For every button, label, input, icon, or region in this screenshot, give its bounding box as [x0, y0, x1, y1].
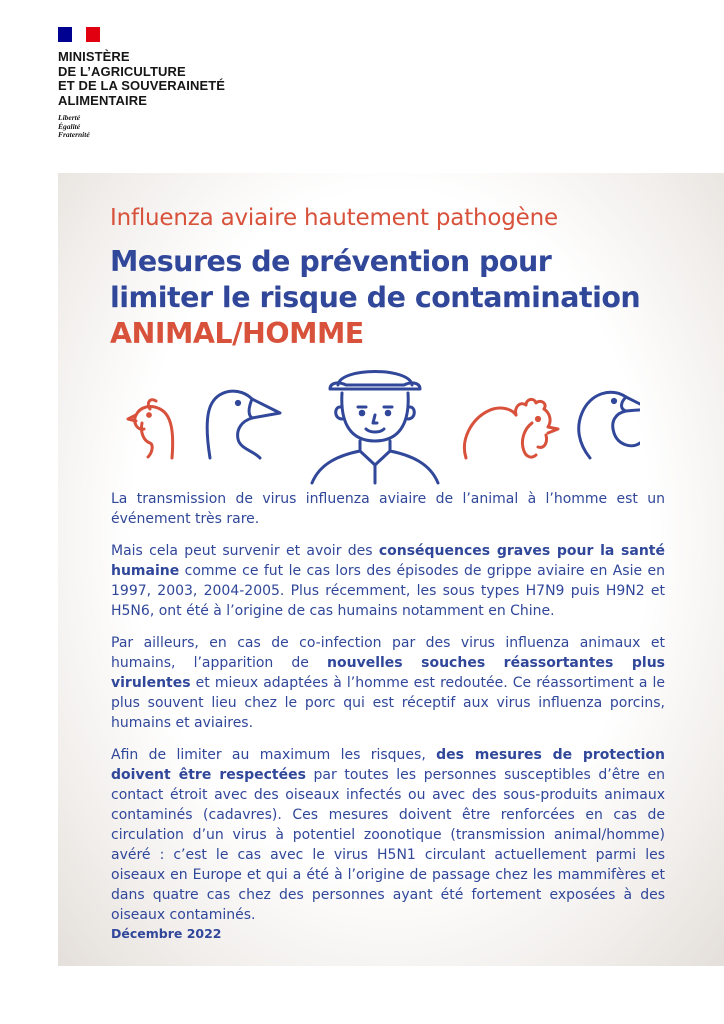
turkey-icon [128, 400, 173, 458]
paragraph-intro: La transmission de virus influenza aviaire de l’animal à l’homme est un événement très rare. [111, 491, 665, 527]
motto-line: Fraternité [58, 130, 90, 139]
text-run: comme ce fut le cas lors des épisodes de grippe aviaire en Asie en 1997, 2003, 2004-2005. Plus récemment, les sous types H7N9 puis H9N2 et H5N6, ont été à l’origine de cas humains notamment en Chine. [111, 563, 665, 619]
rooster-icon [464, 399, 558, 458]
ministry-logo [58, 27, 225, 140]
document-date: Décembre 2022 [111, 926, 222, 941]
title-accent: ANIMAL/HOMME [110, 317, 364, 350]
farmer-icon [312, 372, 438, 484]
swan-icon [579, 392, 640, 458]
text-run: par toutes les personnes susceptibles d’être en contact étroit avec des oiseaux infectés ou avec des sous-produits animaux contaminés (cadavres). Ces mesures doivent être renforcées en cas de circulation d’un virus à potentiel zoonotique (transmission animal/homme) avéré : c’est le cas avec le virus H5N1 circulant actuellement parmi les oiseaux en Europe et qui a été à l’origine de passage chez les mammifères et dans quatre cas chez des personnes ayant été fortement exposées à des oiseaux contaminés. [111, 767, 665, 923]
paragraph-consequences [111, 541, 665, 621]
title-line: limiter le risque de contamination [110, 281, 641, 314]
paragraph-coinfection [111, 633, 665, 733]
illustration [120, 363, 640, 485]
text-run: Mais cela peut survenir et avoir des [111, 543, 379, 559]
text-run: Par ailleurs, en cas de co-infection par des virus influenza animaux et humains, l’apparition de [111, 635, 665, 671]
document-title [110, 244, 640, 352]
french-flag-icon [58, 27, 100, 42]
goose-icon [207, 391, 280, 458]
paragraph-measures [111, 745, 665, 925]
republic-motto [58, 114, 225, 140]
text-run: et mieux adaptées à l’homme est redoutée. Ce réassortiment a le plus souvent lieu chez le porc qui est réceptif aux virus influenza porcins, humains et aviaires. [111, 675, 665, 731]
emphasis-text: nouvelles souches réassortantes plus virulentes [111, 655, 665, 691]
emphasis-text: conséquences graves pour la santé humaine [111, 543, 665, 579]
ministry-line: DE L’AGRICULTURE [58, 63, 186, 79]
ministry-line: MINISTÈRE [58, 49, 130, 64]
ministry-line: ALIMENTAIRE [58, 92, 147, 108]
motto-line: Égalité [58, 121, 81, 131]
content-card [58, 173, 724, 966]
document-kicker: Influenza aviaire hautement pathogène [110, 205, 558, 231]
document-body [111, 489, 665, 937]
ministry-line: ET DE LA SOUVERAINETÉ [58, 78, 226, 93]
emphasis-text: des mesures de protection doivent être respectées [111, 747, 665, 783]
title-line: Mesures de prévention pour [110, 245, 552, 278]
motto-line: Liberté [58, 113, 81, 122]
ministry-name [58, 50, 225, 108]
text-run: Afin de limiter au maximum les risques, [111, 747, 437, 763]
